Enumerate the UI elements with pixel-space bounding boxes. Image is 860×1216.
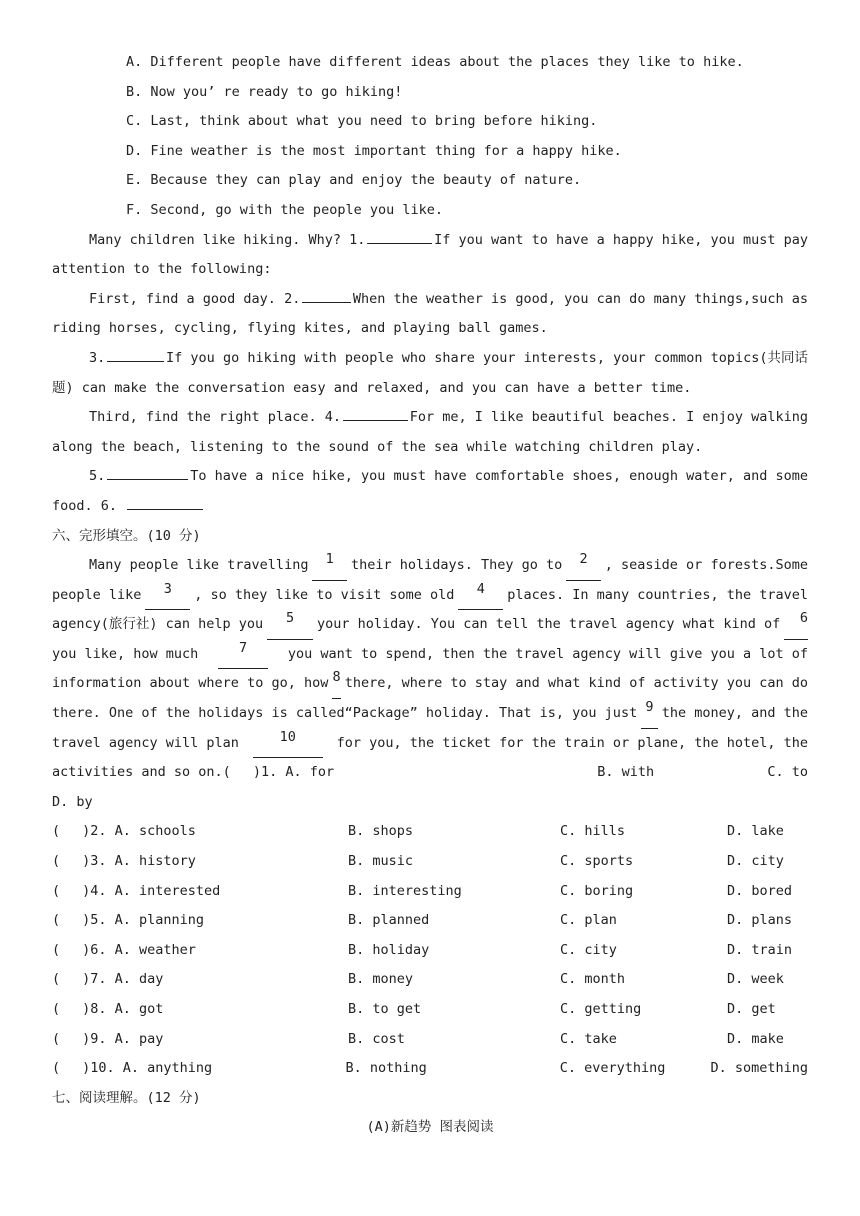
option-d: D. Fine weather is the most important thing for a happy hike. <box>126 142 622 159</box>
cloze-blank-8: 8 <box>332 669 340 699</box>
option-f: F. Second, go with the people you like. <box>126 201 443 218</box>
section-6-heading: 六、完形填空。(10 分) <box>52 527 201 544</box>
cloze-line: you like, how much 7 you want to spend, then the travel agency will give you a lot of <box>52 640 808 670</box>
answer-blank-6[interactable] <box>127 492 203 510</box>
passage-line: along the beach, listening to the sound of the sea while watching children play. <box>52 438 703 455</box>
cloze-line: there. One of the holidays is called“Package” holiday. That is, you just 9 the money, and the <box>52 699 808 729</box>
question-row: ( )7. A. day B. money C. month D. week <box>52 971 784 988</box>
cloze-blank-9: 9 <box>641 699 657 729</box>
option-e: E. Because they can play and enjoy the beauty of nature. <box>126 172 582 189</box>
cloze-line: travel agency will plan 10 for you, the ticket for the train or plane, the hotel, the <box>52 729 808 759</box>
option-b: B. Now you’ re ready to go hiking! <box>126 83 403 100</box>
passage-line: Many children like hiking. Why? 1. If you want to have a happy hike, you must pay <box>52 226 808 256</box>
option-c: C. Last, think about what you need to bring before hiking. <box>126 113 598 130</box>
passage-line: food. 6. <box>52 492 808 522</box>
passage-line: Third, find the right place. 4. For me, I like beautiful beaches. I enjoy walking <box>52 403 808 433</box>
question-row: ( )10. A. anything B. nothing C. everything D. something <box>52 1060 808 1077</box>
question-row: ( )3. A. history B. music C. sports D. city <box>52 853 784 870</box>
cloze-blank-4: 4 <box>458 581 503 611</box>
question-row: ( )2. A. schools B. shops C. hills D. lake <box>52 823 784 840</box>
cloze-blank-7: 7 <box>218 640 268 670</box>
cloze-line: information about where to go, how 8 there, where to stay and what kind of activity you can do <box>52 669 808 699</box>
question-row: ( )4. A. interested B. interesting C. boring D. bored <box>52 882 793 899</box>
answer-blank-2[interactable] <box>302 285 351 303</box>
question-row: ( )9. A. pay B. cost C. take D. make <box>52 1030 784 1047</box>
section-7-heading: 七、阅读理解。(12 分) <box>52 1089 201 1106</box>
cloze-line: people like 3 , so they like to visit some old 4 places. In many countries, the travel <box>52 581 808 611</box>
cloze-questions <box>52 758 808 1084</box>
answer-blank-5[interactable] <box>107 462 188 480</box>
answer-blank-1[interactable] <box>367 226 432 244</box>
worksheet-page <box>52 48 808 1143</box>
question-option-d: D. by <box>52 793 93 810</box>
cloze-blank-10: 10 <box>253 729 323 759</box>
option-a: A. Different people have different ideas about the places they like to hike. <box>126 54 744 70</box>
passage-line: First, find a good day. 2. When the weather is good, you can do many things,such as <box>52 285 808 315</box>
cloze-blank-2: 2 <box>566 551 601 581</box>
options-list <box>52 48 808 226</box>
passage-line: 5. To have a nice hike, you must have comfortable shoes, enough water, and some <box>52 462 808 492</box>
answer-blank-4[interactable] <box>343 403 408 421</box>
passage-line: riding horses, cycling, flying kites, and playing ball games. <box>52 320 548 337</box>
cloze-blank-1: 1 <box>312 551 347 581</box>
answer-blank-3[interactable] <box>107 344 164 362</box>
question-row: ( )6. A. weather B. holiday C. city D. train <box>52 941 793 958</box>
cloze-blank-5: 5 <box>267 610 313 640</box>
question-row: ( )8. A. got B. to get C. getting D. get <box>52 1001 776 1017</box>
passage-line: 题) can make the conversation easy and relaxed, and you can have a better time. <box>52 379 692 396</box>
cloze-passage <box>52 551 808 758</box>
cloze-line: agency(旅行社) can help you 5 your holiday. You can tell the travel agency what kind of 6 <box>52 610 808 640</box>
section-7-subheading: (A)新趋势 图表阅读 <box>366 1119 494 1136</box>
cloze-blank-6: 6 <box>784 610 808 640</box>
cloze-line: Many people like travelling 1 their holidays. They go to 2 , seaside or forests.Some <box>52 551 808 581</box>
passage-line: 3. If you go hiking with people who share your interests, your common topics(共同话 <box>52 344 808 374</box>
question-row: ( )5. A. planning B. planned C. plan D. plans <box>52 912 793 929</box>
passage-line: attention to the following: <box>52 261 272 278</box>
question-row: activities and so on.( )1. A. for B. with C. to <box>52 764 808 781</box>
hiking-passage <box>52 226 808 522</box>
cloze-blank-3: 3 <box>145 581 190 611</box>
